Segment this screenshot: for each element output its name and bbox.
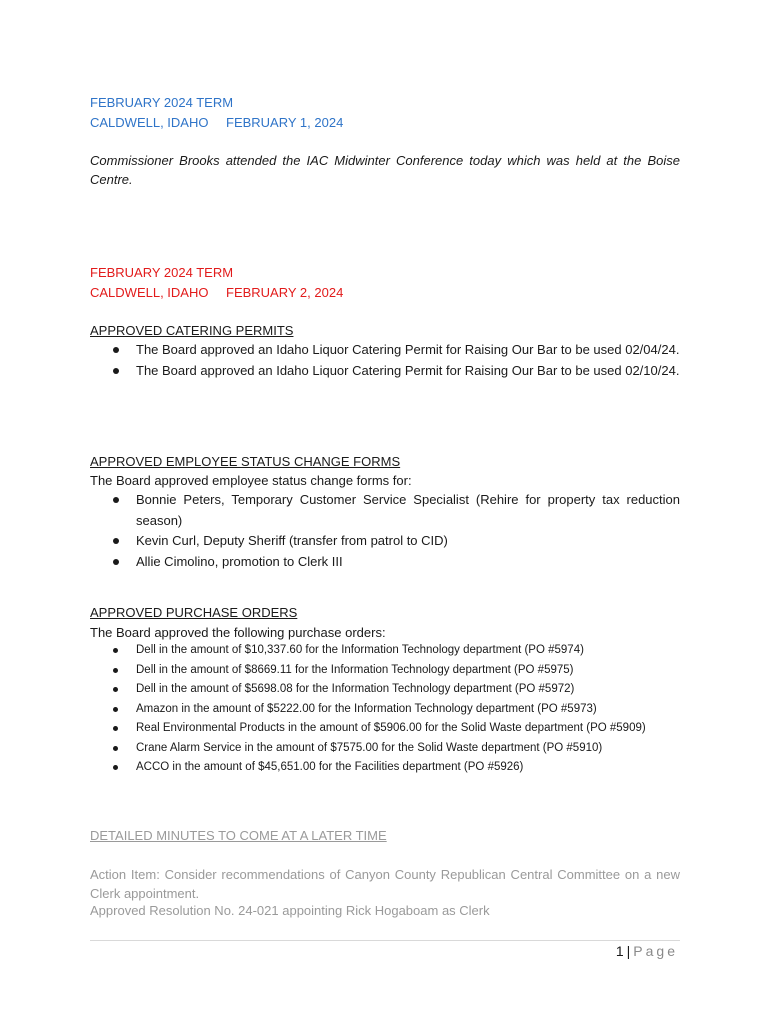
footer-divider <box>90 940 680 941</box>
list-item-text: ACCO in the amount of $45,651.00 for the Facilities department (PO #5926) <box>136 761 524 773</box>
list-item <box>110 340 680 361</box>
list-item-text: Kevin Curl, Deputy Sheriff (transfer from patrol to CID) <box>136 533 448 548</box>
location-2: CALDWELL, IDAHO <box>90 285 209 300</box>
bullet-icon <box>113 668 118 673</box>
list-item-text: The Board approved an Idaho Liquor Catering Permit for Raising Our Bar to be used 02/10/24. <box>136 362 680 378</box>
list-item <box>110 361 680 382</box>
bullet-icon <box>113 687 118 692</box>
bullet-icon <box>113 746 118 751</box>
purchase-orders-heading: APPROVED PURCHASE ORDERS <box>90 605 298 620</box>
list-item <box>110 700 680 720</box>
bullet-icon <box>113 368 119 374</box>
bullet-icon <box>113 707 118 712</box>
list-item <box>110 661 680 681</box>
date-1: FEBRUARY 1, 2024 <box>226 115 344 130</box>
location-1: CALDWELL, IDAHO <box>90 115 209 130</box>
list-item <box>110 552 680 573</box>
bullet-icon <box>113 726 118 731</box>
bullet-icon <box>113 559 119 565</box>
conference-note: Commissioner Brooks attended the IAC Midwinter Conference today which was held at the Boise Centre. <box>90 153 680 187</box>
list-item-text: Amazon in the amount of $5222.00 for the Information Technology department (PO #5973) <box>136 702 597 715</box>
catering-permits-list <box>110 340 680 381</box>
list-item <box>110 490 680 531</box>
list-item-text: Real Environmental Products in the amount of $5906.00 for the Solid Waste department (PO #5909) <box>136 722 646 734</box>
date-2: FEBRUARY 2, 2024 <box>226 285 344 300</box>
resolution-note: Approved Resolution No. 24-021 appointing Rick Hogaboam as Clerk <box>90 903 490 918</box>
bullet-icon <box>113 765 118 770</box>
list-item-text: Crane Alarm Service in the amount of $7575.00 for the Solid Waste department (PO #5910) <box>136 741 603 754</box>
page-number: 1 <box>615 943 624 959</box>
catering-permits-heading: APPROVED CATERING PERMITS <box>90 323 294 338</box>
status-change-heading: APPROVED EMPLOYEE STATUS CHANGE FORMS <box>90 454 401 469</box>
status-change-intro: The Board approved employee status change forms for: <box>90 473 412 488</box>
term-heading-1: FEBRUARY 2024 TERM <box>90 95 234 110</box>
page-footer <box>616 943 678 959</box>
list-item-text: Allie Cimolino, promotion to Clerk III <box>136 553 343 569</box>
bullet-icon <box>113 648 118 653</box>
list-item <box>110 719 680 739</box>
page-label: Page <box>633 943 678 959</box>
list-item <box>110 758 680 778</box>
purchase-orders-list <box>110 641 680 778</box>
list-item-text: The Board approved an Idaho Liquor Catering Permit for Raising Our Bar to be used 02/04/24. <box>136 342 680 357</box>
status-change-list <box>110 490 680 572</box>
list-item-text: Bonnie Peters, Temporary Customer Service Specialist (Rehire for property tax reduction season) <box>136 492 680 528</box>
page-separator: | <box>626 943 631 959</box>
list-item <box>110 739 680 759</box>
detailed-minutes-heading: DETAILED MINUTES TO COME AT A LATER TIME <box>90 828 387 843</box>
list-item-text: Dell in the amount of $5698.08 for the Information Technology department (PO #5972) <box>136 683 575 695</box>
list-item <box>110 680 680 700</box>
term-heading-2: FEBRUARY 2024 TERM <box>90 265 234 280</box>
bullet-icon <box>113 497 119 503</box>
bullet-icon <box>113 347 119 353</box>
list-item <box>110 531 680 552</box>
action-item: Action Item: Consider recommendations of Canyon County Republican Central Committee on a new Clerk appointment. <box>90 867 680 901</box>
list-item <box>110 641 680 661</box>
bullet-icon <box>113 538 119 544</box>
list-item-text: Dell in the amount of $8669.11 for the Information Technology department (PO #5975) <box>136 663 574 676</box>
list-item-text: Dell in the amount of $10,337.60 for the Information Technology department (PO #5974) <box>136 644 584 656</box>
purchase-orders-intro: The Board approved the following purchase orders: <box>90 625 386 640</box>
